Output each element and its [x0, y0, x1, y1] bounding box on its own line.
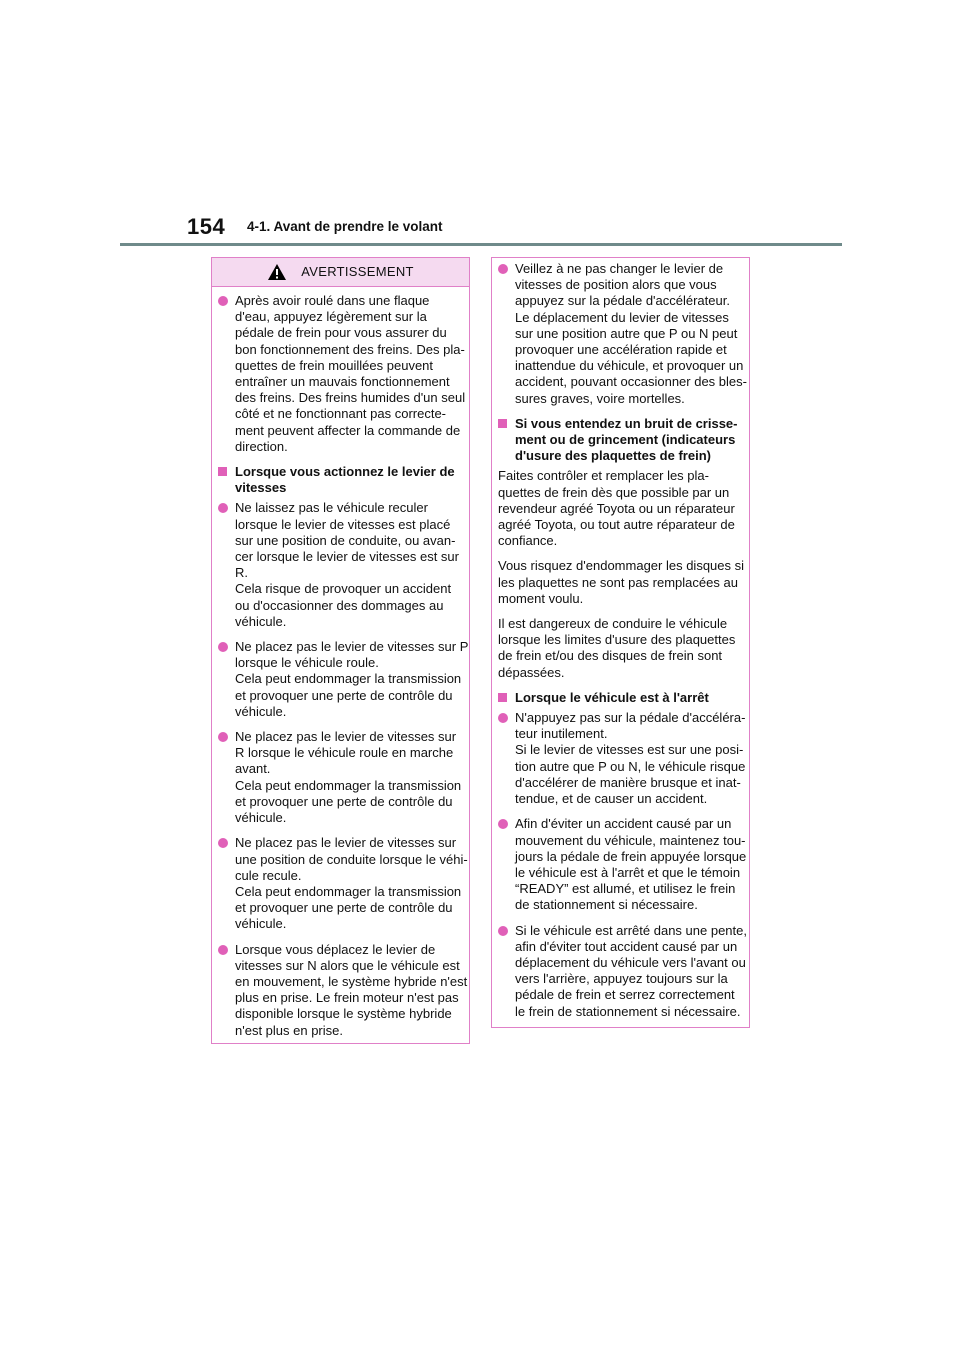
text-line: moment voulu. [498, 590, 584, 606]
bullet-item [498, 922, 747, 1020]
text-line: quettes de frein mouillées peuvent [235, 357, 434, 373]
text-line: une position de conduite lorsque le véhi- [235, 851, 468, 867]
text-line: déplacement du véhicule vers l'avant ou [515, 954, 746, 970]
bullet-dot-icon [218, 838, 228, 848]
text-line: dépassées. [498, 664, 565, 680]
text-line: vitesses de position alors que vous [515, 277, 717, 293]
text-line: pédale de frein pour vous assurer du [235, 325, 447, 341]
subsection-heading [498, 690, 743, 706]
text-line: le frein de stationnement si nécessaire. [515, 1003, 741, 1019]
bullet-item [498, 816, 747, 913]
paragraph [498, 558, 743, 607]
text-line: Si vous entendez un bruit de crisse- [515, 415, 738, 431]
warning-box-right [491, 257, 750, 1028]
text-line: ment peuvent affecter la commande de [235, 422, 461, 438]
text-line: vitesses [235, 480, 287, 496]
text-line: vitesses sur N alors que le véhicule est [235, 957, 460, 973]
text-line: N'appuyez pas sur la pédale d'accéléra- [515, 710, 746, 726]
text-line: Cela peut endommager la transmission [235, 883, 462, 899]
paragraph [498, 616, 743, 681]
text-line: confiance. [498, 533, 558, 549]
text-line: entraîner un mauvais fonctionnement [235, 374, 450, 390]
text-line: et provoquer une perte de contrôle du [235, 793, 453, 809]
text-line: ment ou de grincement (indicateurs [515, 432, 736, 448]
text-line: provoquer une accélération rapide et [515, 342, 727, 358]
bullet-item [218, 500, 463, 630]
text-line: d'accélérer de manière brusque et inat- [515, 774, 741, 790]
text-line: plus en prise. Le frein moteur n'est pas [235, 990, 459, 1006]
text-line: véhicule. [235, 810, 287, 826]
text-line: d'usure des plaquettes de frein) [515, 448, 711, 464]
warning-box-header [212, 258, 469, 287]
text-line: Vous risquez d'endommager les disques si [498, 558, 745, 574]
text-line: direction. [235, 438, 288, 454]
bullet-item [498, 710, 746, 807]
text-line: lorsque les limites d'usure des plaquettes [498, 632, 736, 648]
bullet-item [218, 729, 463, 826]
text-line: mouvement du véhicule, maintenez tou- [515, 832, 746, 848]
text-line: cer lorsque le levier de vitesses est sur [235, 549, 459, 565]
text-line: disponible lorsque le système hybride [235, 1006, 452, 1022]
text-line: le véhicule est à l'arrêt et que le témoin [515, 864, 741, 880]
header-divider [120, 243, 842, 246]
subsection-heading [498, 416, 743, 465]
bullet-dot-icon [218, 642, 228, 652]
warning-left-content [212, 287, 469, 1039]
text-line: teur inutilement. [515, 726, 608, 742]
text-line: quettes de frein dès que possible par un [498, 484, 730, 500]
text-line: Ne placez pas le levier de vitesses sur P [235, 639, 469, 655]
warning-box-title: AVERTISSEMENT [301, 263, 414, 279]
text-line: Faites contrôler et remplacer les pla- [498, 468, 709, 484]
text-line: côté et ne fonctionnant pas correcte- [235, 406, 447, 422]
bullet-item [218, 293, 466, 455]
page-number: 154 [187, 214, 226, 239]
text-line: d'eau, appuyez légèrement sur la [235, 309, 427, 325]
text-line: Si le véhicule est arrêté dans une pente, [515, 922, 747, 938]
bullet-item [218, 835, 468, 932]
text-line: R. [235, 565, 248, 581]
text-line: Lorsque vous déplacez le levier de [235, 941, 436, 957]
text-line: les plaquettes ne sont pas remplacées au [498, 574, 738, 590]
text-line: bon fonctionnement des freins. Des pla- [235, 341, 465, 357]
text-line: véhicule. [235, 703, 287, 719]
text-line: sures graves, voire mortelles. [515, 390, 685, 406]
text-line: des freins. Des freins humides d'un seul [235, 390, 466, 406]
bullet-dot-icon [218, 503, 228, 513]
text-line: et provoquer une perte de contrôle du [235, 900, 453, 916]
text-line: Cela peut endommager la transmission [235, 777, 462, 793]
text-line: afin d'éviter tout accident causé par un [515, 938, 738, 954]
text-line: lorsque le véhicule roule. [235, 655, 379, 671]
text-line: Cela peut endommager la transmission [235, 671, 462, 687]
text-line: sur une position autre que P ou N peut [515, 325, 738, 341]
text-line: inattendue du véhicule, et provoquer un [515, 358, 744, 374]
bullet-dot-icon [218, 732, 228, 742]
square-bullet-icon [498, 419, 507, 428]
text-line: jours la pédale de frein appuyée lorsque [515, 848, 747, 864]
square-bullet-icon [218, 467, 227, 476]
text-line: R lorsque le véhicule roule en marche [235, 745, 454, 761]
text-line: Cela risque de provoquer un accident [235, 581, 452, 597]
bullet-item [498, 261, 747, 407]
text-line: Si le levier de vitesses est sur une posi- [515, 742, 744, 758]
text-line: Ne laissez pas le véhicule reculer [235, 500, 428, 516]
text-line: accident, pouvant occasionner des bles- [515, 374, 747, 390]
bullet-dot-icon [498, 713, 508, 723]
text-line: Lorsque vous actionnez le levier de [235, 464, 455, 480]
text-line: Après avoir roulé dans une flaque [235, 293, 430, 308]
text-line: véhicule. [235, 613, 287, 629]
warning-right-content [492, 258, 749, 1020]
text-line: appuyez sur la pédale d'accélérateur. [515, 293, 730, 309]
bullet-dot-icon [498, 926, 508, 936]
subsection-heading [218, 464, 463, 496]
text-line: de stationnement si nécessaire. [515, 897, 698, 913]
text-line: Ne placez pas le levier de vitesses sur [235, 729, 457, 745]
square-bullet-icon [498, 693, 507, 702]
warning-box-left [211, 257, 470, 1044]
text-line: ou d'occasionner des dommages au [235, 597, 444, 613]
text-line: sur une position de conduite, ou avan- [235, 532, 456, 548]
text-line: n'est plus en prise. [235, 1022, 343, 1038]
text-line: avant. [235, 761, 271, 777]
text-line: de frein et/ou des disques de frein sont [498, 648, 723, 664]
text-line: lorsque le levier de vitesses est placé [235, 516, 451, 532]
text-line: Afin d'éviter un accident causé par un [515, 816, 732, 832]
text-line: tendue, et de causer un accident. [515, 791, 708, 807]
text-line: Il est dangereux de conduire le véhicule [498, 616, 728, 632]
text-line: véhicule. [235, 916, 287, 932]
text-line: et provoquer une perte de contrôle du [235, 687, 453, 703]
text-line: Ne placez pas le levier de vitesses sur [235, 835, 457, 851]
bullet-dot-icon [218, 945, 228, 955]
section-title: 4-1. Avant de prendre le volant [247, 219, 443, 234]
bullet-dot-icon [498, 264, 508, 274]
text-line: agréé Toyota, ou tout autre réparateur de [498, 517, 735, 533]
bullet-dot-icon [218, 296, 228, 306]
text-line: pédale de frein et serrez correctement [515, 987, 735, 1003]
text-line: Veillez à ne pas changer le levier de [515, 261, 724, 276]
bullet-item [218, 639, 469, 720]
text-line: vers l'arrière, appuyez toujours sur la [515, 971, 728, 987]
paragraph [498, 468, 743, 549]
text-line: en mouvement, le système hybride n'est [235, 973, 468, 989]
bullet-dot-icon [498, 819, 508, 829]
text-line: Le déplacement du levier de vitesses [515, 309, 729, 325]
bullet-item [218, 941, 468, 1039]
warning-triangle-icon [267, 263, 287, 281]
text-line: cule recule. [235, 867, 302, 883]
text-line: revendeur agréé Toyota ou un réparateur [498, 500, 735, 516]
text-line: tion autre que P ou N, le véhicule risque [515, 758, 746, 774]
text-line: “READY” est allumé, et utilisez le frein [515, 881, 736, 897]
text-line: Lorsque le véhicule est à l'arrêt [515, 689, 709, 705]
